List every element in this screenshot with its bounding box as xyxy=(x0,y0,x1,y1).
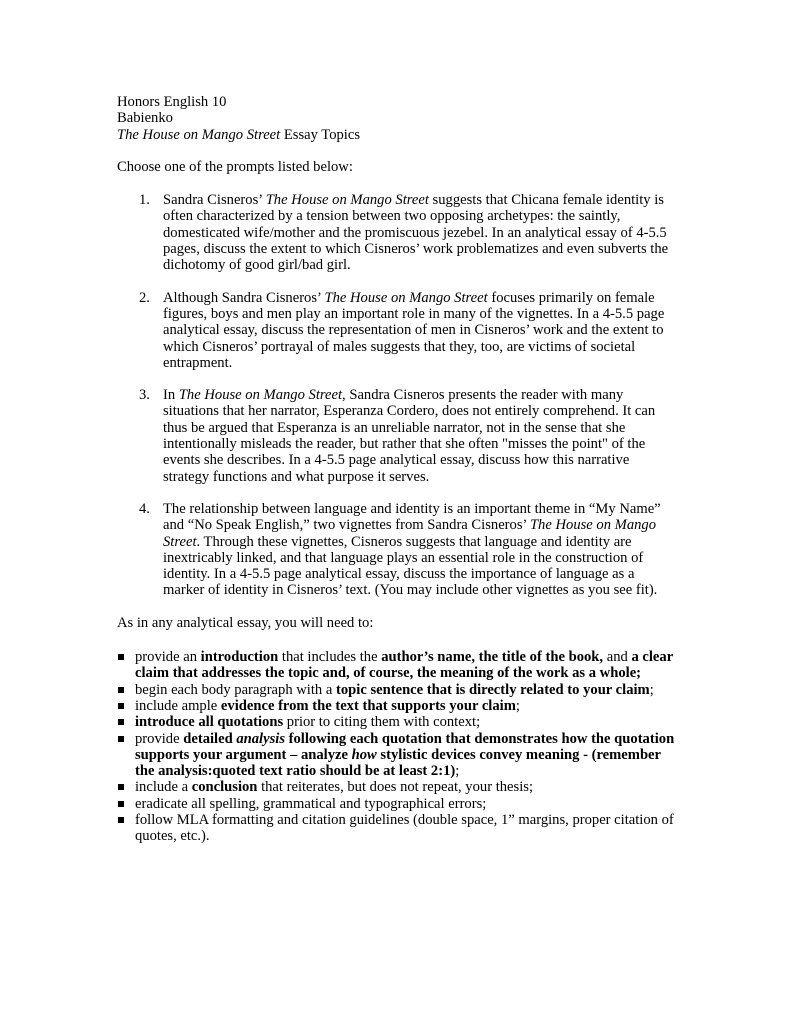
prompt-text xyxy=(163,501,677,599)
square-bullet-icon xyxy=(118,654,124,660)
italic-text-run: The House on Mango Street xyxy=(178,387,343,404)
requirement-text xyxy=(135,649,677,682)
requirement-text xyxy=(135,779,677,795)
prompt-text xyxy=(163,192,677,273)
text-run: . Through these vignettes, Cisneros suggests that language and identity are inextricably linked, and that language plays an essential role in the construction of identity. In a 4-5.5 page analytical essay, discuss the importance of language as a marker of identity in Cisneros’ text. (You may include other vignettes as you see fit). xyxy=(163,533,658,599)
prompt-list xyxy=(117,192,677,599)
italic-text-run: The House on Mango Street xyxy=(265,192,429,209)
document-page xyxy=(117,94,677,845)
requirement-text xyxy=(135,731,677,780)
text-run: follow MLA formatting and citation guidelines (double space, 1” margins, proper citation of quotes, etc.). xyxy=(135,811,674,845)
requirement-item xyxy=(117,731,677,780)
text-run: ; xyxy=(649,681,654,698)
document-header xyxy=(117,94,677,143)
requirement-text xyxy=(135,714,677,730)
text-run: include ample xyxy=(135,697,221,714)
essay-prompt-3 xyxy=(117,387,677,485)
requirement-item xyxy=(117,682,677,698)
bold-text-run: analysis xyxy=(236,730,285,747)
square-bullet-icon xyxy=(118,687,124,693)
text-run: provide xyxy=(135,730,184,747)
prompt-number: 3. xyxy=(139,387,150,404)
text-run: Sandra Cisneros’ xyxy=(163,192,266,209)
text-run: focuses primarily on female figures, boys and men play an important role in many of the vignettes. In a 4-5.5 page analytical essay, discuss the representation of men in Cisneros’ work and the extent to which Cisneros’ portrayal of males suggests that they, too, are victims of societal entrapment. xyxy=(163,289,665,371)
bold-text-run: conclusion xyxy=(191,779,258,796)
requirement-item xyxy=(117,649,677,682)
requirement-text xyxy=(135,698,677,714)
text-run: provide an xyxy=(135,649,201,666)
document-title xyxy=(117,127,677,143)
requirement-text xyxy=(135,682,677,698)
essay-prompt-4 xyxy=(117,501,677,599)
requirements-lead: As in any analytical essay, you will need to: xyxy=(117,614,374,631)
square-bullet-icon xyxy=(118,817,124,823)
text-run: The relationship between language and identity is an important theme in “My Name” and “No Speak English,” two vignettes from Sandra Cisneros’ xyxy=(163,500,661,534)
text-run: eradicate all spelling, grammatical and typographical errors; xyxy=(135,795,487,812)
square-bullet-icon xyxy=(118,801,124,807)
text-run: suggests that Chicana female identity is often characterized by a tension between two opposing archetypes: the saintly, domesticated wife/mother and the promiscuous jezebel. In an analytical essay of 4-5.5 pages, discuss the extent to which Cisneros’ work problematizes and even subverts the dichotomy of good girl/bad girl. xyxy=(163,192,669,274)
italic-text-run: The House on Mango Street xyxy=(163,517,657,550)
requirement-item xyxy=(117,779,677,795)
bold-text-run: a clear claim that addresses the topic and, of course, the meaning of the work as a whole; xyxy=(135,649,673,682)
text-run: and xyxy=(603,649,632,666)
text-run: begin each body paragraph with a xyxy=(135,681,336,698)
text-run: include a xyxy=(135,779,192,796)
requirements-list xyxy=(117,649,677,845)
requirement-item xyxy=(117,812,677,845)
requirement-text xyxy=(135,812,677,845)
prompt-number: 2. xyxy=(139,289,150,306)
prompt-text xyxy=(163,290,677,371)
italic-text-run: The House on Mango Street xyxy=(324,289,488,306)
book-title: The House on Mango Street xyxy=(117,126,281,143)
requirement-item xyxy=(117,698,677,714)
requirement-item xyxy=(117,796,677,812)
bold-text-run: stylistic devices convey meaning - (remember the analysis:quoted text ratio should be at least 2:1) xyxy=(135,746,661,780)
text-run: prior to citing them with context; xyxy=(283,714,481,731)
bold-text-run: introduce all quotations xyxy=(135,714,284,731)
teacher-name: Babienko xyxy=(117,110,173,127)
bold-text-run: detailed xyxy=(183,730,237,747)
text-run: ; xyxy=(515,697,520,714)
course-name: Honors English 10 xyxy=(117,94,227,110)
bold-text-run: author’s name, the title of the book, xyxy=(381,649,604,666)
text-run: , Sandra Cisneros presents the reader with many situations that her narrator, Esperanza Cordero, does not entirely comprehend. It can thus be argued that Esperanza is an unreliable narrator, not in the sense that she intentionally misleads the reader, but rather that she often "misses the point" of the events she describes. In a 4-5.5 page analytical essay, discuss how this narrative strategy functions and what purpose it serves. xyxy=(163,387,656,485)
prompt-number: 1. xyxy=(139,192,150,209)
title-suffix: Essay Topics xyxy=(280,126,360,143)
square-bullet-icon xyxy=(118,784,124,790)
requirement-item xyxy=(117,714,677,730)
essay-prompt-1 xyxy=(117,192,677,273)
text-run: ; xyxy=(455,763,460,780)
bold-text-run: topic sentence that is directly related to your claim xyxy=(336,681,650,698)
prompt-number: 4. xyxy=(139,500,150,517)
prompt-instructions: Choose one of the prompts listed below: xyxy=(117,158,353,175)
square-bullet-icon xyxy=(118,719,124,725)
square-bullet-icon xyxy=(118,703,124,709)
bold-text-run: following each quotation that demonstrates how the quotation supports your argument – analyze xyxy=(135,730,675,763)
bold-text-run: evidence from the text that supports your claim xyxy=(220,697,516,714)
text-run: that includes the xyxy=(278,649,382,666)
requirement-text xyxy=(135,796,677,812)
text-run: Although Sandra Cisneros’ xyxy=(163,289,325,306)
square-bullet-icon xyxy=(118,736,124,742)
bold-text-run: how xyxy=(351,746,377,763)
bold-text-run: introduction xyxy=(200,649,279,666)
text-run: that reiterates, but does not repeat, your thesis; xyxy=(257,779,534,796)
text-run: In xyxy=(163,387,179,404)
prompt-text xyxy=(163,387,677,485)
essay-prompt-2 xyxy=(117,290,677,371)
